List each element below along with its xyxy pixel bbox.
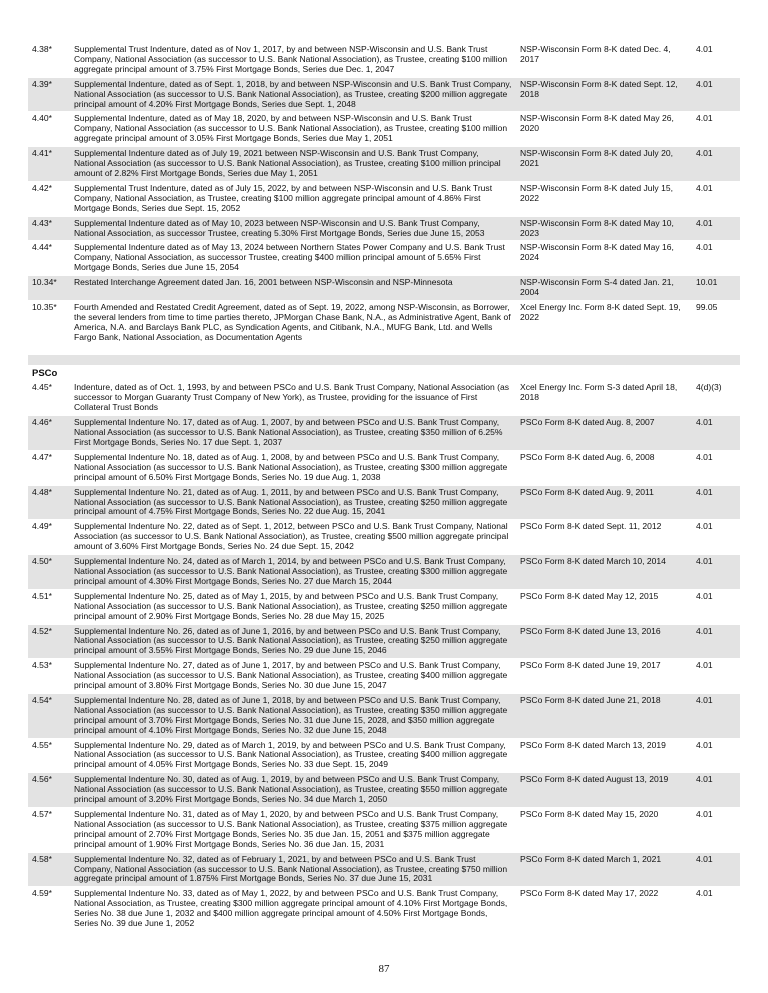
exhibit-ref-number: 4.01 <box>692 43 740 78</box>
exhibit-ref-number: 4.01 <box>692 887 740 931</box>
exhibit-ref-number: 4.01 <box>692 624 740 659</box>
exhibit-reference: PSCo Form 8-K dated May 17, 2022 <box>516 887 692 931</box>
exhibit-ref-number: 4.01 <box>692 555 740 590</box>
psco-exhibits <box>28 381 740 931</box>
exhibit-number: 4.38* <box>28 43 70 78</box>
exhibit-number: 4.57* <box>28 808 70 853</box>
exhibit-number: 4.40* <box>28 112 70 147</box>
table-row <box>28 181 740 216</box>
exhibit-reference: PSCo Form 8-K dated Sept. 11, 2012 <box>516 520 692 555</box>
exhibit-reference: NSP-Wisconsin Form 8-K dated Dec. 4, 2017 <box>516 43 692 78</box>
exhibit-number: 4.51* <box>28 589 70 624</box>
exhibit-description: Supplemental Indenture No. 24, dated as of March 1, 2014, by and between PSCo and U.S. Bank Trust Company, National Association (as successor to U.S. Bank National Association), as Trustee, creating $300 million aggregate principal amount of 4.30% First Mortgage Bonds, Series No. 27 due March 15, 2044 <box>70 555 516 590</box>
exhibit-number: 4.43* <box>28 216 70 241</box>
exhibit-number: 4.49* <box>28 520 70 555</box>
exhibit-number: 4.53* <box>28 659 70 694</box>
table-row <box>28 112 740 147</box>
table-row <box>28 693 740 738</box>
exhibit-description: Supplemental Indenture dated as of May 13, 2024 between Northern States Power Company and U.S. Bank Trust Company, National Association, as successor Trustee, creating $400 million principal amount of 5.65% First Mortgage Bonds, Series due June 15, 2054 <box>70 241 516 276</box>
exhibit-reference: NSP-Wisconsin Form 8-K dated July 15, 2022 <box>516 181 692 216</box>
exhibit-number: 4.39* <box>28 77 70 112</box>
exhibit-reference: PSCo Form 8-K dated March 1, 2021 <box>516 852 692 887</box>
table-row <box>28 241 740 276</box>
exhibit-description: Supplemental Indenture No. 18, dated as of Aug. 1, 2008, by and between PSCo and U.S. Bank Trust Company, National Association (as successor to U.S. Bank National Association), as Trustee, creating $300 million aggregate principal amount of 6.50% First Mortgage Bonds, Series No. 19 due Aug. 1, 2038 <box>70 450 516 485</box>
exhibit-number: 10.34* <box>28 276 70 301</box>
exhibit-number: 4.55* <box>28 738 70 773</box>
exhibit-description: Supplemental Indenture, dated as of Sept. 1, 2018, by and between NSP-Wisconsin and U.S. Bank Trust Company, National Association (as successor to U.S. Bank National Association), as Trustee, creating $200 million aggregate principal amount of 4.20% First Mortgage Bonds, Series due Sept. 1, 2048 <box>70 77 516 112</box>
exhibit-ref-number: 4.01 <box>692 485 740 520</box>
exhibit-description: Supplemental Indenture dated as of July 19, 2021 between NSP-Wisconsin and U.S. Bank Trust Company, National Association (as successor to U.S. Bank National Association), as Trustee, creating $100 million principal amount of 2.82% First Mortgage Bonds, Series due May 1, 2051 <box>70 147 516 182</box>
exhibit-reference: PSCo Form 8-K dated March 13, 2019 <box>516 738 692 773</box>
table-row <box>28 43 740 78</box>
exhibit-description: Supplemental Indenture No. 17, dated as of Aug. 1, 2007, by and between PSCo and U.S. Bank Trust Company, National Association (as successor to U.S. Bank National Association), as Trustee, creating $350 million of 6.25% First Mortgage Bonds, Series No. 17 due Sept. 1, 2037 <box>70 416 516 451</box>
exhibit-description: Supplemental Indenture No. 28, dated as of June 1, 2018, by and between PSCo and U.S. Bank Trust Company, National Association (as successor to U.S. Bank National Association), as Trustee, creating $350 million aggregate principal amount of 3.70% First Mortgage Bonds, Series No. 31 due June 15, 2028, and $350 million aggregate principal amount of 4.10% First Mortgage Bonds, Series No. 32 due June 15, 2048 <box>70 693 516 738</box>
table-row <box>28 738 740 773</box>
nsp-wisconsin-exhibits <box>28 43 740 345</box>
exhibit-ref-number: 4.01 <box>692 589 740 624</box>
exhibit-ref-number: 4.01 <box>692 147 740 182</box>
exhibit-ref-number: 4.01 <box>692 808 740 853</box>
exhibit-reference: NSP-Wisconsin Form S-4 dated Jan. 21, 2004 <box>516 276 692 301</box>
table-row <box>28 555 740 590</box>
exhibit-description: Supplemental Indenture No. 27, dated as of June 1, 2017, by and between PSCo and U.S. Bank Trust Company, National Association (as successor to U.S. Bank National Association), as Trustee, creating $400 million aggregate principal amount of 3.80% First Mortgage Bonds, Series No. 30 due June 15, 2047 <box>70 659 516 694</box>
table-row <box>28 450 740 485</box>
exhibit-reference: NSP-Wisconsin Form 8-K dated July 20, 2021 <box>516 147 692 182</box>
exhibit-reference: PSCo Form 8-K dated June 19, 2017 <box>516 659 692 694</box>
exhibit-description: Supplemental Indenture No. 26, dated as of June 1, 2016, by and between PSCo and U.S. Bank Trust Company, National Association (as successor to U.S. Bank National Association), as Trustee, creating $250 million aggregate principal amount of 3.55% First Mortgage Bonds, Series No. 29 due June 15, 2046 <box>70 624 516 659</box>
exhibit-number: 4.52* <box>28 624 70 659</box>
exhibit-number: 4.41* <box>28 147 70 182</box>
table-row <box>28 520 740 555</box>
exhibit-number: 4.48* <box>28 485 70 520</box>
table-row <box>28 808 740 853</box>
table-row <box>28 77 740 112</box>
exhibit-index <box>28 42 740 931</box>
table-row <box>28 416 740 451</box>
exhibit-table <box>28 42 740 931</box>
exhibit-reference: PSCo Form 8-K dated May 12, 2015 <box>516 589 692 624</box>
exhibit-ref-number: 4.01 <box>692 659 740 694</box>
exhibit-description: Supplemental Indenture dated as of May 10, 2023 between NSP-Wisconsin and U.S. Bank Trust Company, National Association, as successor Trustee, creating 5.30% First Mortgage Bonds, Series due June 15, 2053 <box>70 216 516 241</box>
exhibit-ref-number: 4.01 <box>692 773 740 808</box>
exhibit-description: Supplemental Indenture No. 30, dated as of Aug. 1, 2019, by and between PSCo and U.S. Bank Trust Company, National Association (as successor to U.S. Bank National Association), as Trustee, creating $550 million aggregate principal amount of 3.20% First Mortgage Bonds, Series No. 34 due March 1, 2050 <box>70 773 516 808</box>
exhibit-reference: NSP-Wisconsin Form 8-K dated May 26, 2020 <box>516 112 692 147</box>
exhibit-description: Supplemental Trust Indenture, dated as of Nov 1, 2017, by and between NSP-Wisconsin and U.S. Bank Trust Company, National Association (as successor to U.S. Bank National Association), as Trustee, creating $100 million aggregate principal amount of 3.75% First Mortgage Bonds, Series due Dec. 1, 2047 <box>70 43 516 78</box>
exhibit-reference: NSP-Wisconsin Form 8-K dated May 10, 2023 <box>516 216 692 241</box>
page-number: 87 <box>378 963 390 975</box>
exhibit-number: 4.46* <box>28 416 70 451</box>
exhibit-number: 4.45* <box>28 381 70 416</box>
exhibit-ref-number: 4(d)(3) <box>692 381 740 416</box>
table-row <box>28 887 740 931</box>
exhibit-reference: PSCo Form 8-K dated August 13, 2019 <box>516 773 692 808</box>
exhibit-ref-number: 4.01 <box>692 241 740 276</box>
exhibit-reference: PSCo Form 8-K dated May 15, 2020 <box>516 808 692 853</box>
exhibit-ref-number: 4.01 <box>692 738 740 773</box>
exhibit-description: Restated Interchange Agreement dated Jan. 16, 2001 between NSP-Wisconsin and NSP-Minnesota <box>70 276 516 301</box>
table-row <box>28 147 740 182</box>
table-row <box>28 381 740 416</box>
exhibit-ref-number: 99.05 <box>692 300 740 344</box>
exhibit-reference: Xcel Energy Inc. Form 8-K dated Sept. 19, 2022 <box>516 300 692 344</box>
exhibit-reference: NSP-Wisconsin Form 8-K dated Sept. 12, 2018 <box>516 77 692 112</box>
exhibit-reference: PSCo Form 8-K dated June 21, 2018 <box>516 693 692 738</box>
exhibit-reference: PSCo Form 8-K dated Aug. 8, 2007 <box>516 416 692 451</box>
exhibit-number: 10.35* <box>28 300 70 344</box>
table-row <box>28 276 740 301</box>
exhibit-reference: PSCo Form 8-K dated Aug. 9, 2011 <box>516 485 692 520</box>
exhibit-ref-number: 4.01 <box>692 520 740 555</box>
table-row <box>28 589 740 624</box>
exhibit-number: 4.58* <box>28 852 70 887</box>
section-title: PSCo <box>32 367 58 379</box>
exhibit-reference: PSCo Form 8-K dated March 10, 2014 <box>516 555 692 590</box>
table-row <box>28 485 740 520</box>
exhibit-ref-number: 4.01 <box>692 416 740 451</box>
exhibit-description: Fourth Amended and Restated Credit Agreement, dated as of Sept. 19, 2022, among NSP-Wisconsin, as Borrower, the several lenders from time to time parties thereto, JPMorgan Chase Bank, N.A., as Administrative Agent, Bank of America, N.A. and Barclays Bank PLC, as Syndication Agents, and Citibank, N.A., MUFG Bank, Ltd. and Wells Fargo Bank, National Association, as Documentation Agents <box>70 300 516 344</box>
table-row <box>28 773 740 808</box>
exhibit-number: 4.50* <box>28 555 70 590</box>
exhibit-reference: NSP-Wisconsin Form 8-K dated May 16, 2024 <box>516 241 692 276</box>
exhibit-description: Indenture, dated as of Oct. 1, 1993, by and between PSCo and U.S. Bank Trust Company, National Association (as successor to Morgan Guaranty Trust Company of New York), as Trustee, providing for the issuance of First Collateral Trust Bonds <box>70 381 516 416</box>
exhibit-description: Supplemental Indenture No. 25, dated as of May 1, 2015, by and between PSCo and U.S. Bank Trust Company, National Association (as successor to U.S. Bank National Association), as Trustee, creating $250 million aggregate principal amount of 2.90% First Mortgage Bonds, Series No. 28 due May 15, 2025 <box>70 589 516 624</box>
exhibit-ref-number: 4.01 <box>692 216 740 241</box>
exhibit-description: Supplemental Indenture No. 33, dated as of May 1, 2022, by and between PSCo and U.S. Bank Trust Company, National Association, as Trustee, creating $300 million aggregate principal amount of 4.10% First Mortgage Bonds, Series No. 38 due June 1, 2032 and $400 million aggregate principal amount of 4.50% First Mortgage Bonds, Series No. 39 due June 1, 2052 <box>70 887 516 931</box>
exhibit-ref-number: 4.01 <box>692 181 740 216</box>
table-row <box>28 624 740 659</box>
exhibit-ref-number: 4.01 <box>692 450 740 485</box>
table-row <box>28 300 740 344</box>
exhibit-number: 4.47* <box>28 450 70 485</box>
exhibit-description: Supplemental Indenture No. 22, dated as of Sept. 1, 2012, between PSCo and U.S. Bank Trust Company, National Association (as successor to U.S. Bank National Association), as Trustee, creating $500 million aggregate principal amount of 3.60% First Mortgage Bonds, Series No. 24 due Sept. 15, 2042 <box>70 520 516 555</box>
table-row <box>28 216 740 241</box>
exhibit-ref-number: 4.01 <box>692 693 740 738</box>
exhibit-description: Supplemental Trust Indenture, dated as of July 15, 2022, by and between NSP-Wisconsin and U.S. Bank Trust Company, National Association, as Trustee, creating $100 million aggregate principal amount of 4.86% First Mortgage Bonds, Series due Sept. 15, 2052 <box>70 181 516 216</box>
exhibit-description: Supplemental Indenture No. 21, dated as of Aug. 1, 2011, by and between PSCo and U.S. Bank Trust Company, National Association (as successor to U.S. Bank National Association), as Trustee, creating $250 million aggregate principal amount of 4.75% First Mortgage Bonds, Series No. 22 due Aug. 15, 2041 <box>70 485 516 520</box>
exhibit-reference: PSCo Form 8-K dated June 13, 2016 <box>516 624 692 659</box>
exhibit-ref-number: 4.01 <box>692 852 740 887</box>
exhibit-number: 4.56* <box>28 773 70 808</box>
exhibit-description: Supplemental Indenture No. 29, dated as of March 1, 2019, by and between PSCo and U.S. Bank Trust Company, National Association (as successor to U.S. Bank National Association), as Trustee, creating $400 million aggregate principal amount of 4.05% First Mortgage Bonds, Series No. 33 due Sept. 15, 2049 <box>70 738 516 773</box>
table-row <box>28 852 740 887</box>
section-break <box>28 345 740 381</box>
exhibit-description: Supplemental Indenture No. 31, dated as of May 1, 2020, by and between PSCo and U.S. Bank Trust Company, National Association (as successor to U.S. Bank National Association), as Trustee, creating $375 million aggregate principal amount of 2.70% First Mortgage Bonds, Series No. 35 due Jan. 15, 2051 and $375 million aggregate principal amount of 1.90% First Mortgage Bonds, Series No. 36 due Jan. 15, 2031 <box>70 808 516 853</box>
exhibit-description: Supplemental Indenture, dated as of May 18, 2020, by and between NSP-Wisconsin and U.S. Bank Trust Company, National Association (as successor to U.S. Bank National Association), as Trustee, creating $100 million aggregate principal amount of 3.05% First Mortgage Bonds, Series due May 1, 2051 <box>70 112 516 147</box>
exhibit-number: 4.42* <box>28 181 70 216</box>
exhibit-number: 4.44* <box>28 241 70 276</box>
exhibit-number: 4.59* <box>28 887 70 931</box>
exhibit-reference: PSCo Form 8-K dated Aug. 6, 2008 <box>516 450 692 485</box>
exhibit-ref-number: 4.01 <box>692 112 740 147</box>
exhibit-reference: Xcel Energy Inc. Form S-3 dated April 18, 2018 <box>516 381 692 416</box>
exhibit-ref-number: 4.01 <box>692 77 740 112</box>
table-row <box>28 659 740 694</box>
exhibit-ref-number: 10.01 <box>692 276 740 301</box>
exhibit-number: 4.54* <box>28 693 70 738</box>
exhibit-description: Supplemental Indenture No. 32, dated as of February 1, 2021, by and between PSCo and U.S. Bank Trust Company, National Association (as successor to U.S. Bank National Association), as Trustee, creating $750 million aggregate principal amount of 1.875% First Mortgage Bonds, Series No. 37 due June 15, 2031 <box>70 852 516 887</box>
